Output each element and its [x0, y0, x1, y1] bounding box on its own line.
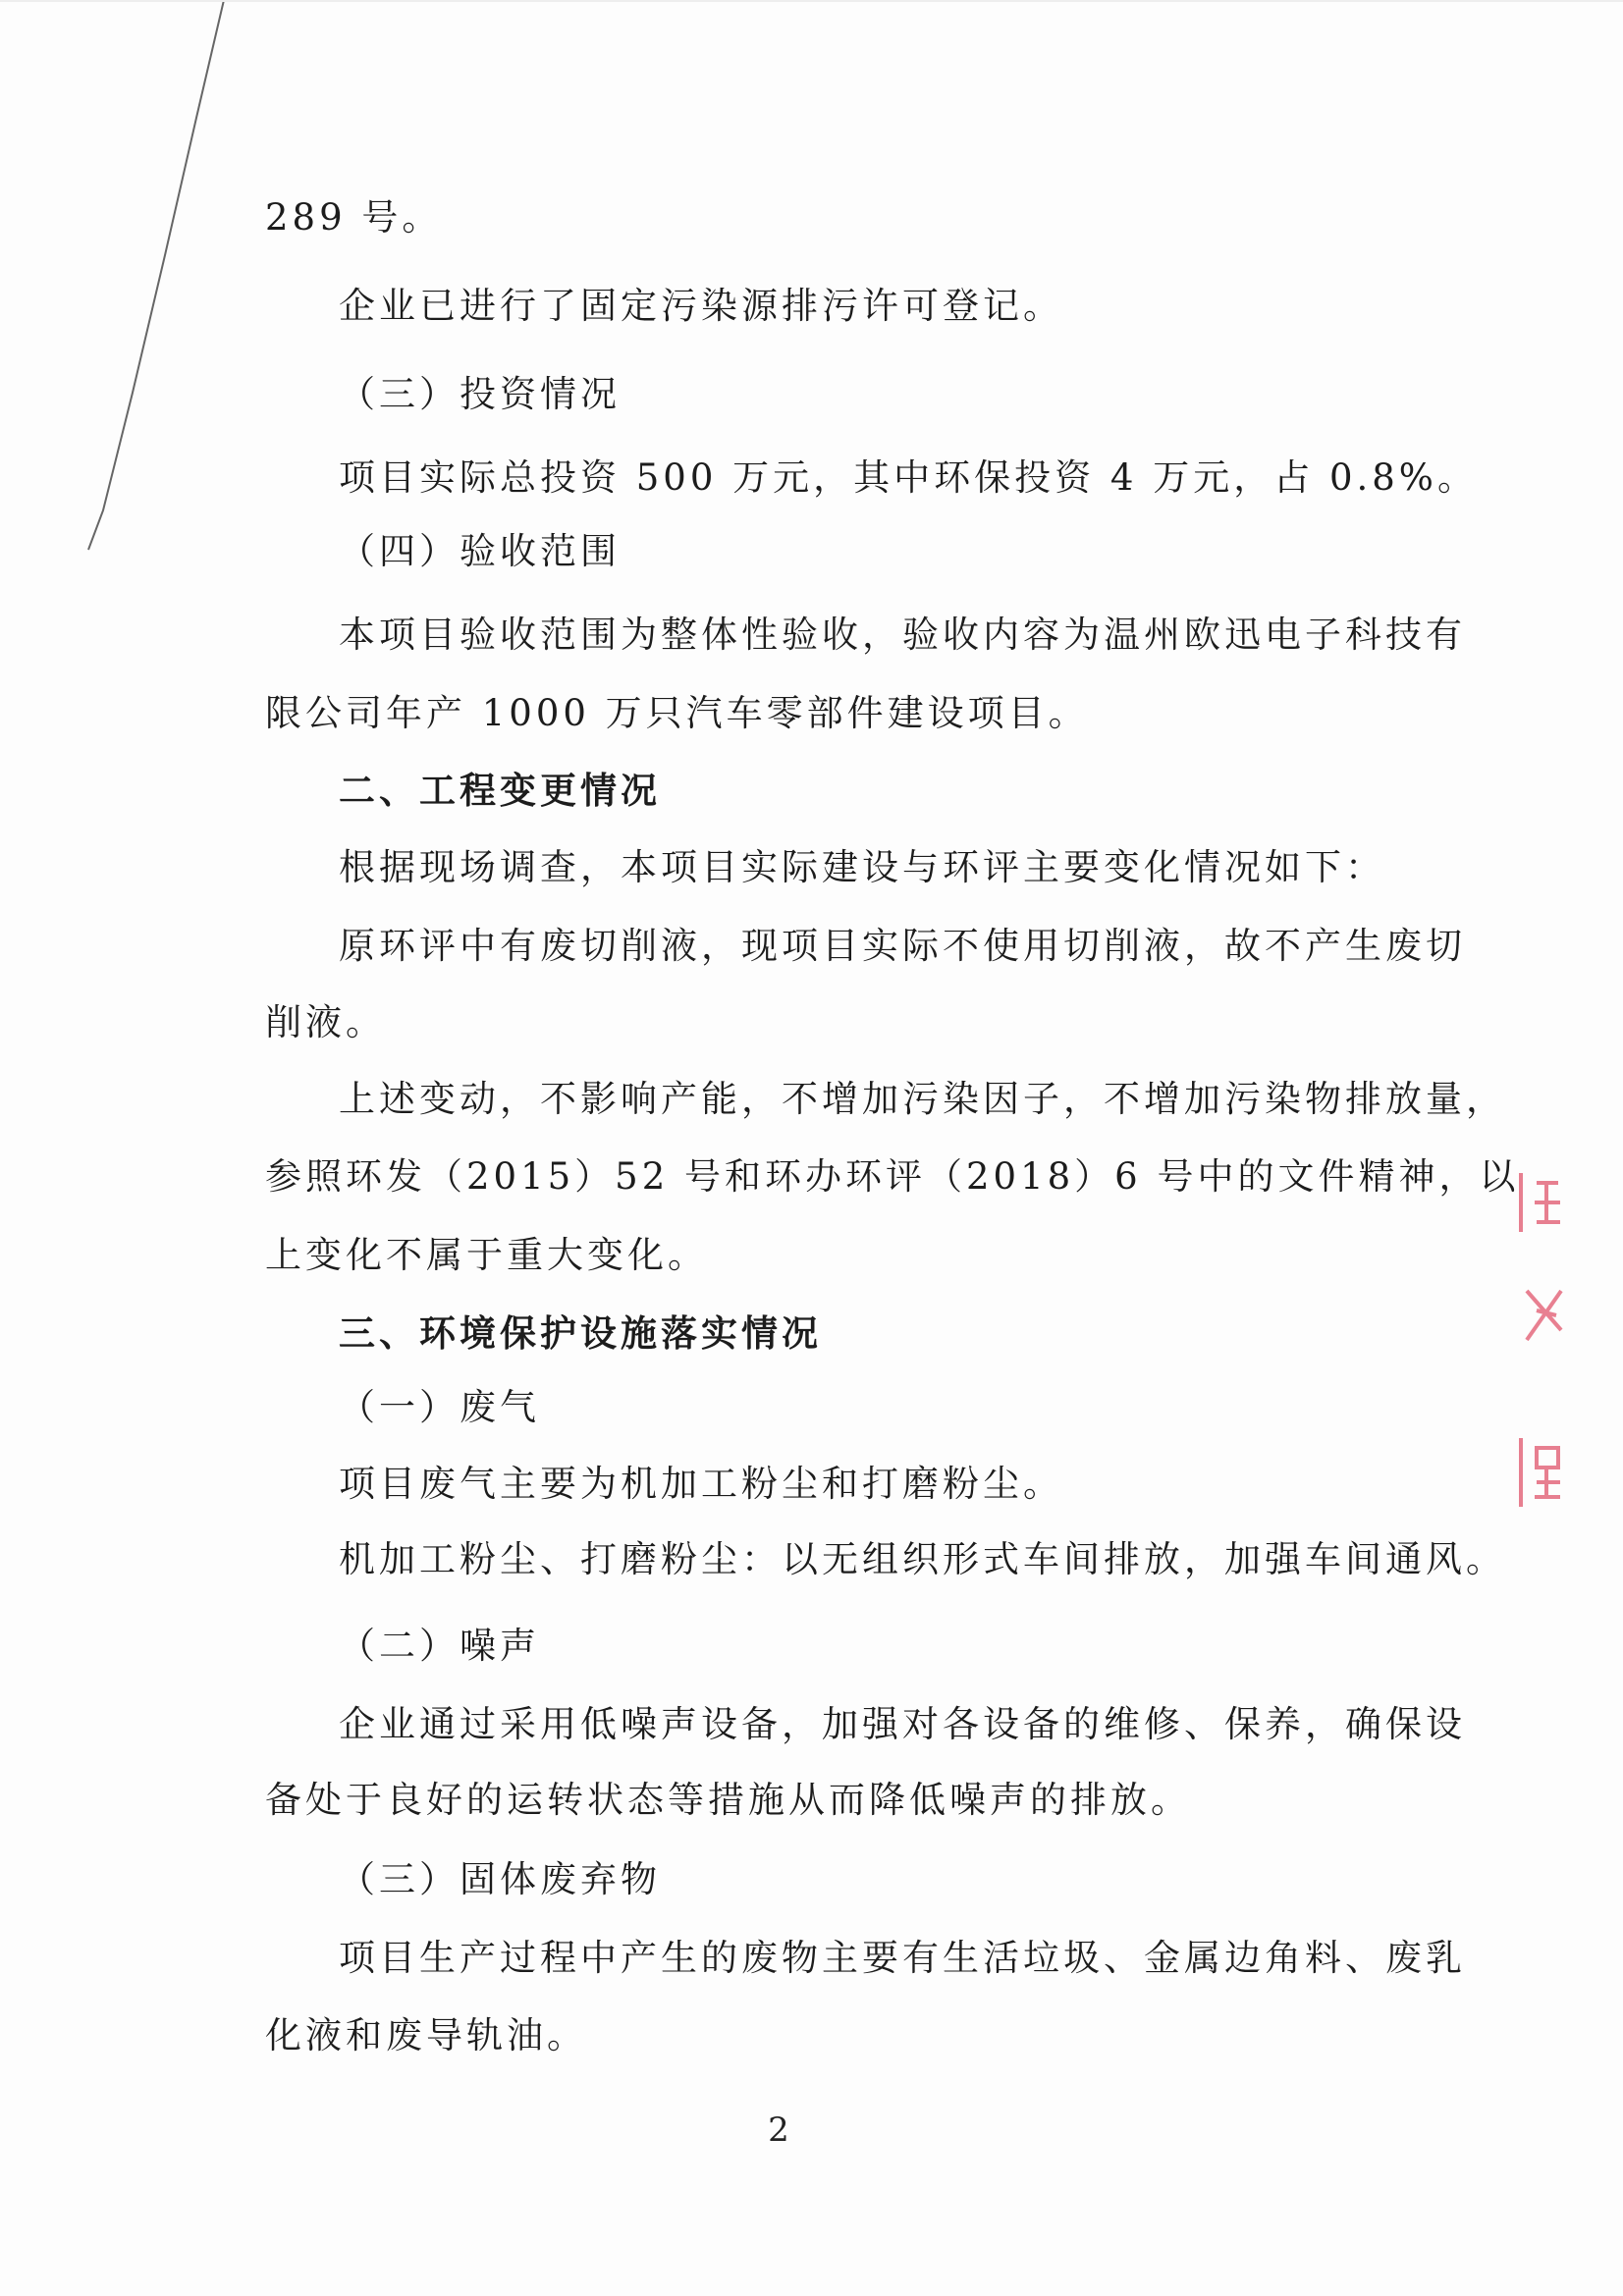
subheading-exhaust: （一）废气: [339, 1386, 540, 1428]
text-line-12: 上述变动，不影响产能，不增加污染因子，不增加污染物排放量，: [339, 1078, 1506, 1120]
text-line-7: 限公司年产 1000 万只汽车零部件建设项目。: [265, 692, 1089, 734]
page-number: 2: [768, 2110, 789, 2150]
text-line-6: 本项目验收范围为整体性验收，验收内容为温州欧迅电子科技有: [339, 614, 1466, 656]
section-heading-changes: 二、工程变更情况: [339, 769, 661, 812]
text-line-23: 项目生产过程中产生的废物主要有生活垃圾、金属边角料、废乳: [339, 1937, 1466, 1979]
text-line-17: 项目废气主要为机加工粉尘和打磨粉尘。: [339, 1463, 1063, 1505]
text-line-11: 削液。: [265, 1001, 386, 1043]
text-line-10: 原环评中有废切削液，现项目实际不使用切削液，故不产生废切: [339, 925, 1466, 967]
seal-stamp-fragment: [1507, 1173, 1566, 1526]
subheading-solid-waste: （三）固体废弃物: [339, 1858, 661, 1900]
section-heading-env-protection: 三、环境保护设施落实情况: [339, 1311, 822, 1355]
text-line-18: 机加工粉尘、打磨粉尘：以无组织形式车间排放，加强车间通风。: [339, 1538, 1506, 1580]
section-heading-scope: （四）验收范围: [339, 530, 621, 572]
text-line-1: 289 号。: [265, 196, 443, 239]
text-line-20: 企业通过采用低噪声设备，加强对各设备的维修、保养，确保设: [339, 1703, 1466, 1745]
text-line-2: 企业已进行了固定污染源排污许可登记。: [339, 285, 1063, 327]
subheading-noise: （二）噪声: [339, 1625, 540, 1667]
text-line-21: 备处于良好的运转状态等措施从而降低噪声的排放。: [265, 1779, 1191, 1821]
section-heading-investment: （三）投资情况: [339, 373, 621, 415]
text-line-9: 根据现场调查，本项目实际建设与环评主要变化情况如下：: [339, 846, 1385, 888]
text-line-13: 参照环发（2015）52 号和环办环评（2018）6 号中的文件精神，以: [265, 1155, 1520, 1198]
text-line-14: 上变化不属于重大变化。: [265, 1234, 708, 1276]
text-line-24: 化液和废导轨油。: [265, 2014, 587, 2056]
text-line-4: 项目实际总投资 500 万元，其中环保投资 4 万元，占 0.8%。: [339, 456, 1478, 499]
